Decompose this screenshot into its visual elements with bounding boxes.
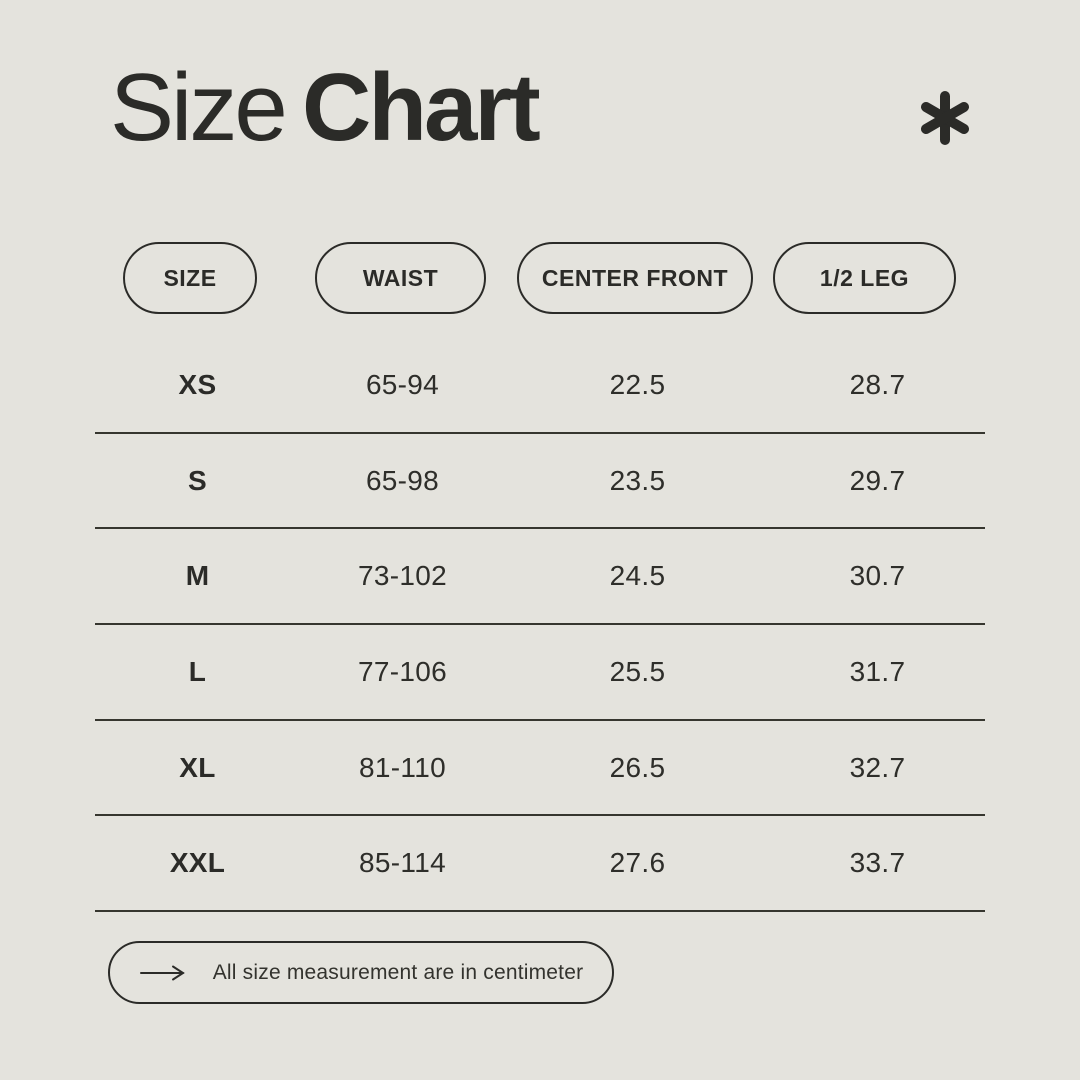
column-header-center-front	[517, 242, 753, 314]
cell-waist: 81-110	[359, 751, 446, 783]
column-header-half-leg	[773, 242, 956, 314]
cell-half-leg: 31.7	[849, 655, 906, 687]
cell-center-front: 26.5	[609, 751, 666, 783]
cell-waist: 85-114	[359, 847, 446, 879]
table-row-s	[95, 434, 985, 530]
page-title	[110, 54, 538, 161]
right-arrow-icon	[139, 964, 187, 982]
cell-size: M	[185, 560, 210, 592]
footer-note-text: All size measurement are in centimeter	[212, 960, 584, 984]
cell-half-leg: 32.7	[849, 751, 906, 783]
page-title-bold: Chart	[302, 54, 538, 161]
table-row-xxl	[95, 816, 985, 912]
cell-center-front: 24.5	[609, 560, 666, 592]
column-header-size	[123, 242, 257, 314]
cell-size: XL	[179, 751, 216, 783]
cell-center-front: 27.6	[609, 847, 666, 879]
column-header-waist	[315, 242, 486, 314]
cell-waist: 73-102	[358, 560, 447, 592]
cell-waist: 65-98	[365, 464, 440, 496]
cell-size: XXL	[169, 847, 226, 879]
column-header-center-front-label: CENTER FRONT	[541, 264, 729, 291]
cell-half-leg: 30.7	[849, 560, 906, 592]
table-row-l	[95, 625, 985, 721]
cell-half-leg: 33.7	[849, 847, 906, 879]
table-row-xl	[95, 721, 985, 817]
cell-center-front: 25.5	[609, 655, 666, 687]
cell-size: L	[188, 655, 207, 687]
table-row-m	[95, 529, 985, 625]
size-table	[95, 338, 985, 912]
table-row-xs	[95, 338, 985, 434]
page-title-light: Size	[110, 54, 285, 161]
cell-center-front: 23.5	[609, 464, 666, 496]
cell-waist: 77-106	[358, 655, 447, 687]
footer-note-pill	[108, 941, 614, 1004]
cell-half-leg: 29.7	[849, 464, 906, 496]
column-header-size-label: SIZE	[163, 264, 217, 291]
column-header-half-leg-label: 1/2 LEG	[819, 264, 910, 291]
cell-half-leg: 28.7	[849, 368, 906, 400]
column-header-waist-label: WAIST	[362, 264, 439, 291]
cell-center-front: 22.5	[609, 368, 666, 400]
cell-size: XS	[178, 368, 217, 400]
cell-waist: 65-94	[365, 368, 440, 400]
cell-size: S	[188, 464, 207, 496]
asterisk-icon	[918, 90, 972, 146]
